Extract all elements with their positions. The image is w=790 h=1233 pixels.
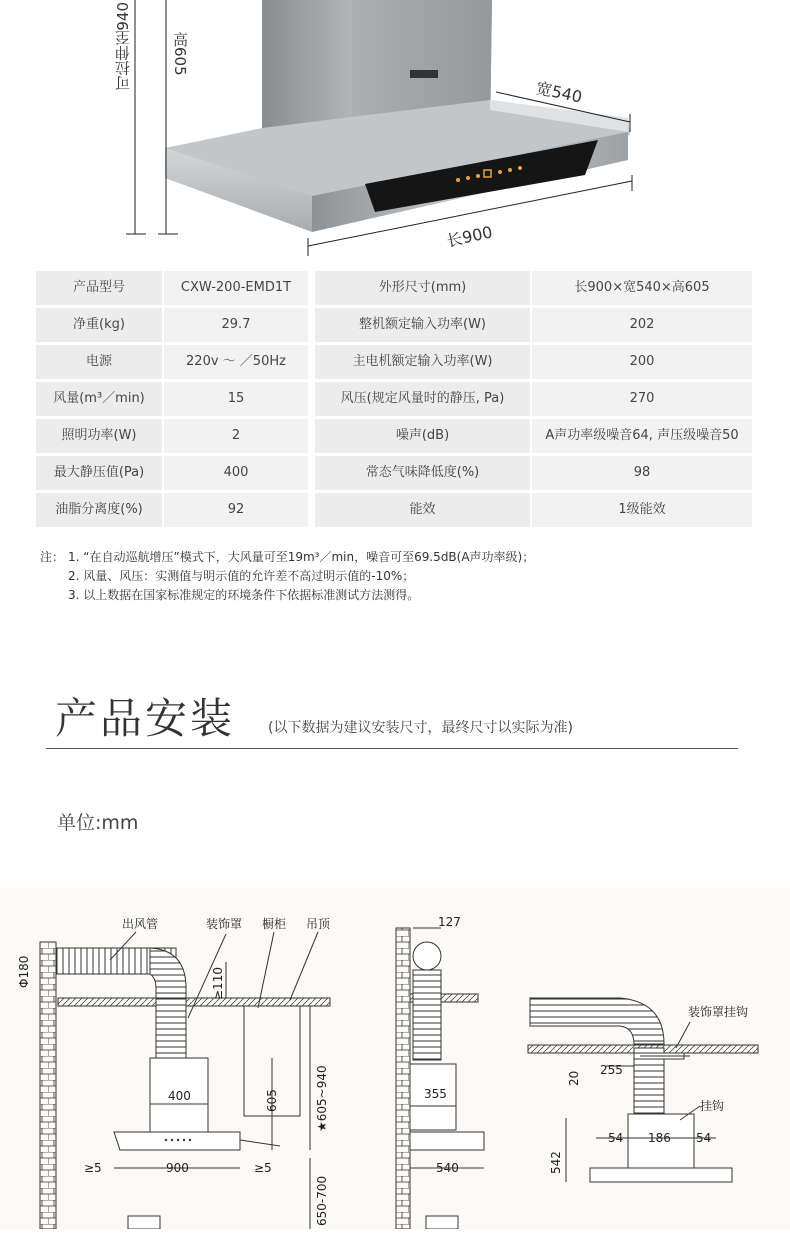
label-phi: Φ180 <box>17 955 31 988</box>
label-ge5-left: ≥5 <box>84 1161 102 1175</box>
spec-value: 29.7 <box>164 308 308 342</box>
note-line: 1. “在自动巡航增压”模式下，大风量可至19m³／min，噪音可至69.5dB(A声功率级)； <box>68 550 535 564</box>
table-row <box>36 382 752 416</box>
label-cabinet: 橱柜 <box>262 917 287 931</box>
label-355: 355 <box>424 1087 447 1101</box>
label-cover: 装饰罩 <box>206 917 243 931</box>
length-label: 长900 <box>444 222 495 251</box>
spec-value: A声功率级噪音64, 声压级噪音50 <box>532 419 752 453</box>
spec-key: 噪声(dB) <box>315 419 530 453</box>
spec-value: 长900×宽540×高605 <box>532 271 752 305</box>
table-row <box>36 271 752 305</box>
label-605: 605 <box>265 1089 279 1112</box>
label-duct: 出风管 <box>122 917 159 931</box>
spec-value: 202 <box>532 308 752 342</box>
spec-value: 92 <box>164 493 308 527</box>
label-20: 20 <box>567 1070 581 1086</box>
brand-logo <box>410 70 438 78</box>
label-hook: 挂钩 <box>700 1099 725 1113</box>
height-label: 高605 <box>171 32 189 76</box>
spec-value: CXW-200-EMD1T <box>164 271 308 305</box>
spec-key: 整机额定输入功率(W) <box>315 308 530 342</box>
spec-key: 净重(kg) <box>36 308 162 342</box>
spec-key: 常态气味降低度(%) <box>315 456 530 490</box>
spec-key: 主电机额定输入功率(W) <box>315 345 530 379</box>
spec-value: 15 <box>164 382 308 416</box>
note-line: 2. 风量、风压：实测值与明示值的允许差不高过明示值的-10%； <box>68 569 415 583</box>
label-542: 542 <box>549 1151 563 1174</box>
spec-key: 产品型号 <box>36 271 162 305</box>
spec-key: 风量(m³／min) <box>36 382 162 416</box>
table-row <box>36 419 752 453</box>
label-54-left: 54 <box>608 1131 624 1145</box>
notes-prefix: 注： <box>40 550 65 564</box>
spec-key: 电源 <box>36 345 162 379</box>
label-54-right: 54 <box>696 1131 712 1145</box>
label-650-700: 650-700 <box>315 1175 329 1226</box>
label-ge5-right: ≥5 <box>254 1161 272 1175</box>
label-900: 900 <box>166 1161 189 1175</box>
spec-value: 400 <box>164 456 308 490</box>
label-ceiling: 吊顶 <box>306 917 331 931</box>
label-255: 255 <box>600 1063 623 1077</box>
label-range: ★605~940 <box>315 1065 329 1132</box>
label-ge110: ≥110 <box>211 967 225 1000</box>
note-line: 3. 以上数据在国家标准规定的环境条件下依据标准测试方法测得。 <box>68 588 420 602</box>
spec-key: 风压(规定风量时的静压, Pa) <box>315 382 530 416</box>
label-hook-cover: 装饰罩挂钩 <box>688 1005 749 1019</box>
installation-drawing <box>0 888 790 1229</box>
spec-key: 能效 <box>315 493 530 527</box>
stretch-height-label: 可拉伸至940 <box>114 2 132 91</box>
spec-key: 油脂分离度(%) <box>36 493 162 527</box>
spec-value: 1级能效 <box>532 493 752 527</box>
table-row <box>36 456 752 490</box>
spec-value: 200 <box>532 345 752 379</box>
spec-key: 最大静压值(Pa) <box>36 456 162 490</box>
table-row <box>36 345 752 379</box>
section-title: 产品安装 <box>55 694 236 743</box>
spec-value: 98 <box>532 456 752 490</box>
label-540: 540 <box>436 1161 459 1175</box>
installation-diagram <box>0 888 790 1229</box>
unit-label: 单位:mm <box>57 812 139 834</box>
product-dimension-image <box>0 0 790 268</box>
spec-key: 外形尺寸(mm) <box>315 271 530 305</box>
table-row <box>36 493 752 527</box>
label-400: 400 <box>168 1089 191 1103</box>
divider <box>46 748 738 749</box>
label-127: 127 <box>438 915 461 929</box>
section-subtitle: (以下数据为建议安装尺寸，最终尺寸以实际为准) <box>268 720 573 736</box>
width-label: 宽540 <box>534 78 584 107</box>
spec-value: 220v ～ ／50Hz <box>164 345 308 379</box>
spec-key: 照明功率(W) <box>36 419 162 453</box>
spec-value: 2 <box>164 419 308 453</box>
spec-value: 270 <box>532 382 752 416</box>
table-row <box>36 308 752 342</box>
label-186: 186 <box>648 1131 671 1145</box>
